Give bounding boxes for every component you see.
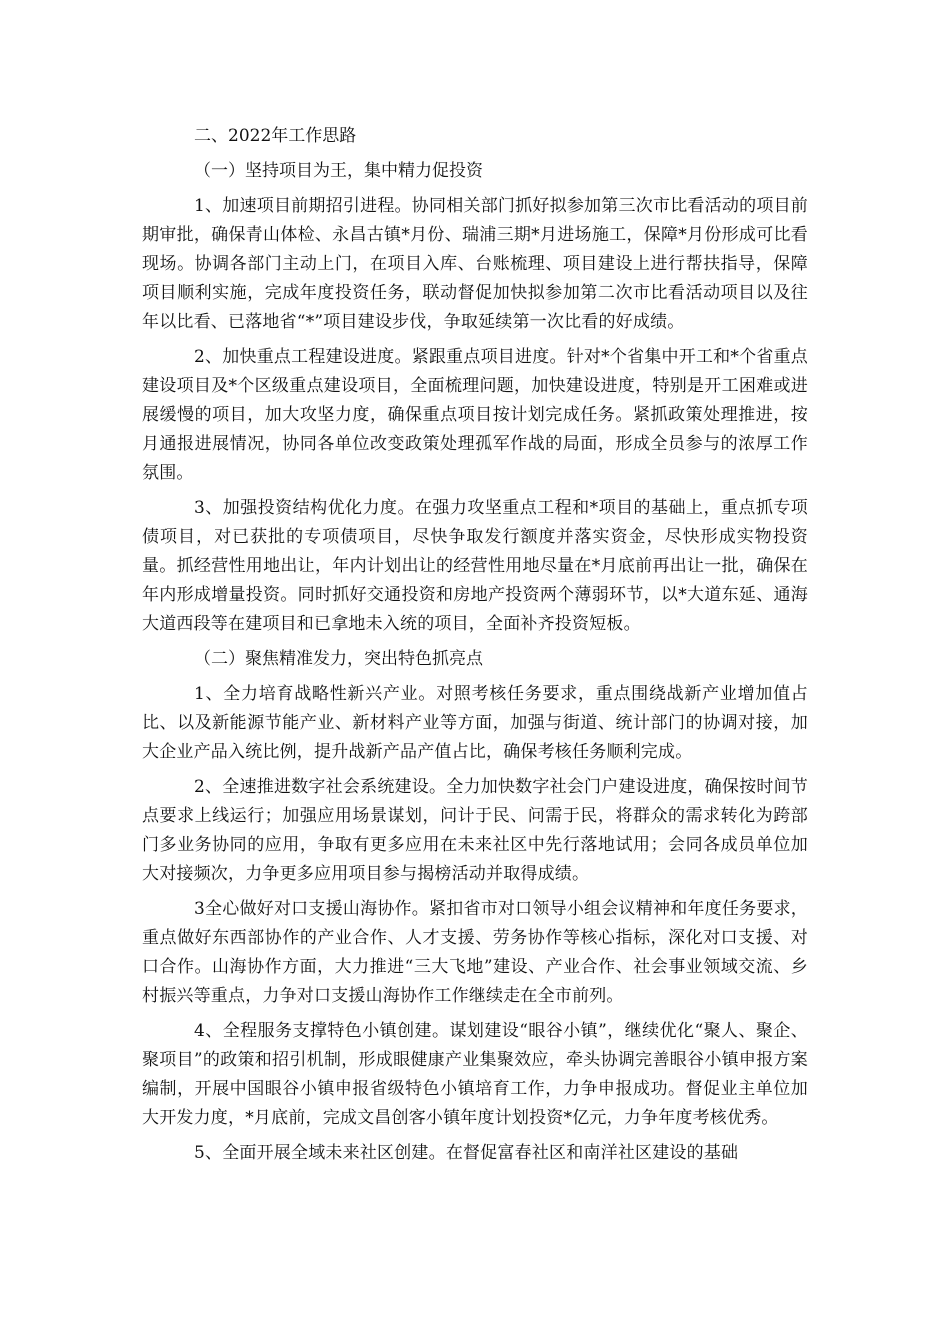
paragraph-2-1: 1、全力培育战略性新兴产业。对照考核任务要求，重点围绕战新产业增加值占比、以及新能源节能产业、新材料产业等方面，加强与街道、统计部门的协调对接，加大企业产品入统比例，提升战新产品产值占比，确保考核任务顺利完成。 <box>142 684 808 762</box>
paragraph-2-2: 2、全速推进数字社会系统建设。全力加快数字社会门户建设进度，确保按时间节点要求上线运行；加强应用场景谋划，问计于民、问需于民，将群众的需求转化为跨部门多业务协同的应用，争取有更多应用在未来社区中先行落地试用；会同各成员单位加大对接频次，力争更多应用项目参与揭榜活动并取得成绩。 <box>142 777 808 884</box>
paragraph-2-5: 5、全面开展全域未来社区创建。在督促富春社区和南洋社区建设的基础 <box>194 1143 739 1163</box>
paragraph-2-3: 3全心做好对口支援山海协作。紧扣省市对口领导小组会议精神和年度任务要求，重点做好东西部协作的产业合作、人才支援、劳务协作等核心指标，深化对口支援、对口合作。山海协作方面，大力推进“三大飞地”建设、产业合作、社会事业领域交流、乡村振兴等重点，力争对口支援山海协作工作继续走在全市前列。 <box>142 899 808 1006</box>
section-title: 二、2022年工作思路 <box>194 126 357 146</box>
paragraph-1-1: 1、加速项目前期招引进程。协同相关部门抓好拟参加第三次市比看活动的项目前期审批，确保青山体检、永昌古镇*月份、瑞浦三期*月进场施工，保障*月份形成可比看现场。协调各部门主动上门，在项目入库、台账梳理、项目建设上进行帮扶指导，保障项目顺利实施，完成年度投资任务，联动督促加快拟参加第二次市比看活动项目以及往年以比看、已落地省“*”项目建设步伐，争取延续第一次比看的好成绩。 <box>142 196 808 332</box>
subsection-heading-1: （一）坚持项目为王，集中精力促投资 <box>194 161 483 181</box>
subsection-heading-2: （二）聚焦精准发力，突出特色抓亮点 <box>194 649 483 669</box>
paragraph-1-3: 3、加强投资结构优化力度。在强力攻坚重点工程和*项目的基础上，重点抓专项债项目，对已获批的专项债项目，尽快争取发行额度并落实资金，尽快形成实物投资量。抓经营性用地出让，年内计划出让的经营性用地尽量在*月底前再出让一批，确保在年内形成增量投资。同时抓好交通投资和房地产投资两个薄弱环节，以*大道东延、通海大道西段等在建项目和已拿地未入统的项目，全面补齐投资短板。 <box>142 498 808 634</box>
paragraph-1-2: 2、加快重点工程建设进度。紧跟重点项目进度。针对*个省集中开工和*个省重点建设项目及*个区级重点建设项目，全面梳理问题，加快建设进度，特别是开工困难或进展缓慢的项目，加大攻坚力度，确保重点项目按计划完成任务。紧抓政策处理推进，按月通报进展情况，协同各单位改变政策处理孤军作战的局面，形成全员参与的浓厚工作氛围。 <box>142 347 808 483</box>
document-body <box>142 122 808 1174</box>
paragraph-2-4: 4、全程服务支撑特色小镇创建。谋划建设“眼谷小镇”，继续优化“聚人、聚企、聚项目”的政策和招引机制，形成眼健康产业集聚效应，牵头协调完善眼谷小镇申报方案编制，开展中国眼谷小镇申报省级特色小镇培育工作，力争申报成功。督促业主单位加大开发力度，*月底前，完成文昌创客小镇年度计划投资*亿元，力争年度考核优秀。 <box>142 1021 808 1128</box>
